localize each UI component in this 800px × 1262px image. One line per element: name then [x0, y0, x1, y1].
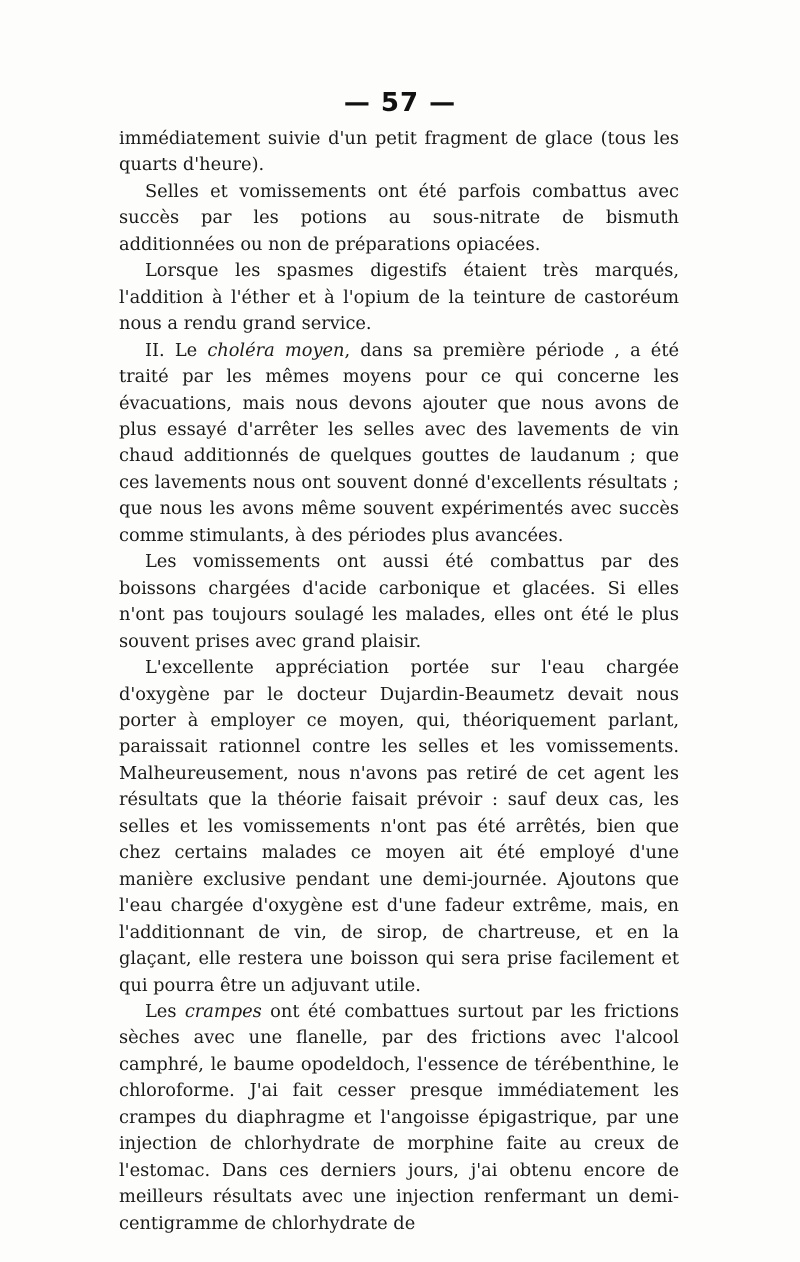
- paragraph: [119, 126, 679, 179]
- paragraph: [119, 338, 679, 550]
- page-number: — 57 —: [343, 88, 457, 118]
- body-text: [119, 126, 679, 1237]
- paragraph-text: Les vomissements ont aussi été combattus par des boissons chargées d'acide carbonique et glacées. Si elles n'ont pas toujours soulagé les malades, elles ont été le plus souvent prises avec grand plaisir.: [119, 551, 679, 652]
- paragraph: [119, 179, 679, 258]
- paragraph-text: Selles et vomissements ont été parfois combattus avec succès par les potions au sous-nitrate de bismuth additionnées ou non de préparations opiacées.: [119, 180, 679, 255]
- paragraph-text: immédiatement suivie d'un petit fragment de glace (tous les quarts d'heure).: [119, 128, 679, 176]
- italic-text: choléra moyen: [207, 339, 345, 361]
- italic-text: crampes: [184, 1000, 262, 1022]
- paragraph-text: L'excellente appréciation portée sur l'eau chargée d'oxygène par le docteur Dujardin-Beaumetz devait nous porter à employer ce moyen, qui, théoriquement parlant, paraissait rationnel contre les selles et les vomissements. Malheureusement, nous n'avons pas retiré de cet agent les résultats que la théorie faisait prévoir : sauf deux cas, les selles et les vomissements n'ont pas été arrêtés, bien que chez certains malades ce moyen ait été employé d'une manière exclusive pendant une demi-journée. Ajoutons que l'eau chargée d'oxygène est d'une fadeur extrême, mais, en l'additionnant de vin, de sirop, de chartreuse, et en la glaçant, elle restera une boisson qui sera prise facilement et qui pourra être un adjuvant utile.: [119, 657, 679, 996]
- paragraph: [119, 655, 679, 999]
- paragraph: [119, 549, 679, 655]
- paragraph-text: Lorsque les spasmes digestifs étaient très marqués, l'addition à l'éther et à l'opium de la teinture de castoréum nous a rendu grand service.: [119, 260, 679, 335]
- paragraph-text: Les: [145, 1000, 185, 1022]
- paragraph-text: II. Le: [145, 339, 208, 361]
- paragraph: [119, 999, 679, 1237]
- paragraph-text: , dans sa première période , a été traité par les mêmes moyens pour ce qui concerne les évacuations, mais nous devons ajouter que nous avons de plus essayé d'arrêter les selles avec des lavements de vin chaud additionnés de quelques gouttes de laudanum ; que ces lavements nous ont souvent donné d'excellents résultats ; que nous les avons même souvent expérimentés avec succès comme stimulants, à des périodes plus avancées.: [119, 339, 679, 546]
- paragraph: [119, 258, 679, 337]
- paragraph-text: ont été combattues surtout par les frictions sèches avec une flanelle, par des frictions avec l'alcool camphré, le baume opodeldoch, l'essence de térébenthine, le chloroforme. J'ai fait cesser presque immédiatement les crampes du diaphragme et l'angoisse épigastrique, par une injection de chlorhydrate de morphine faite au creux de l'estomac. Dans ces derniers jours, j'ai obtenu encore de meilleurs résultats avec une injection renfermant un demi-centigramme de chlorhydrate de: [119, 1000, 679, 1234]
